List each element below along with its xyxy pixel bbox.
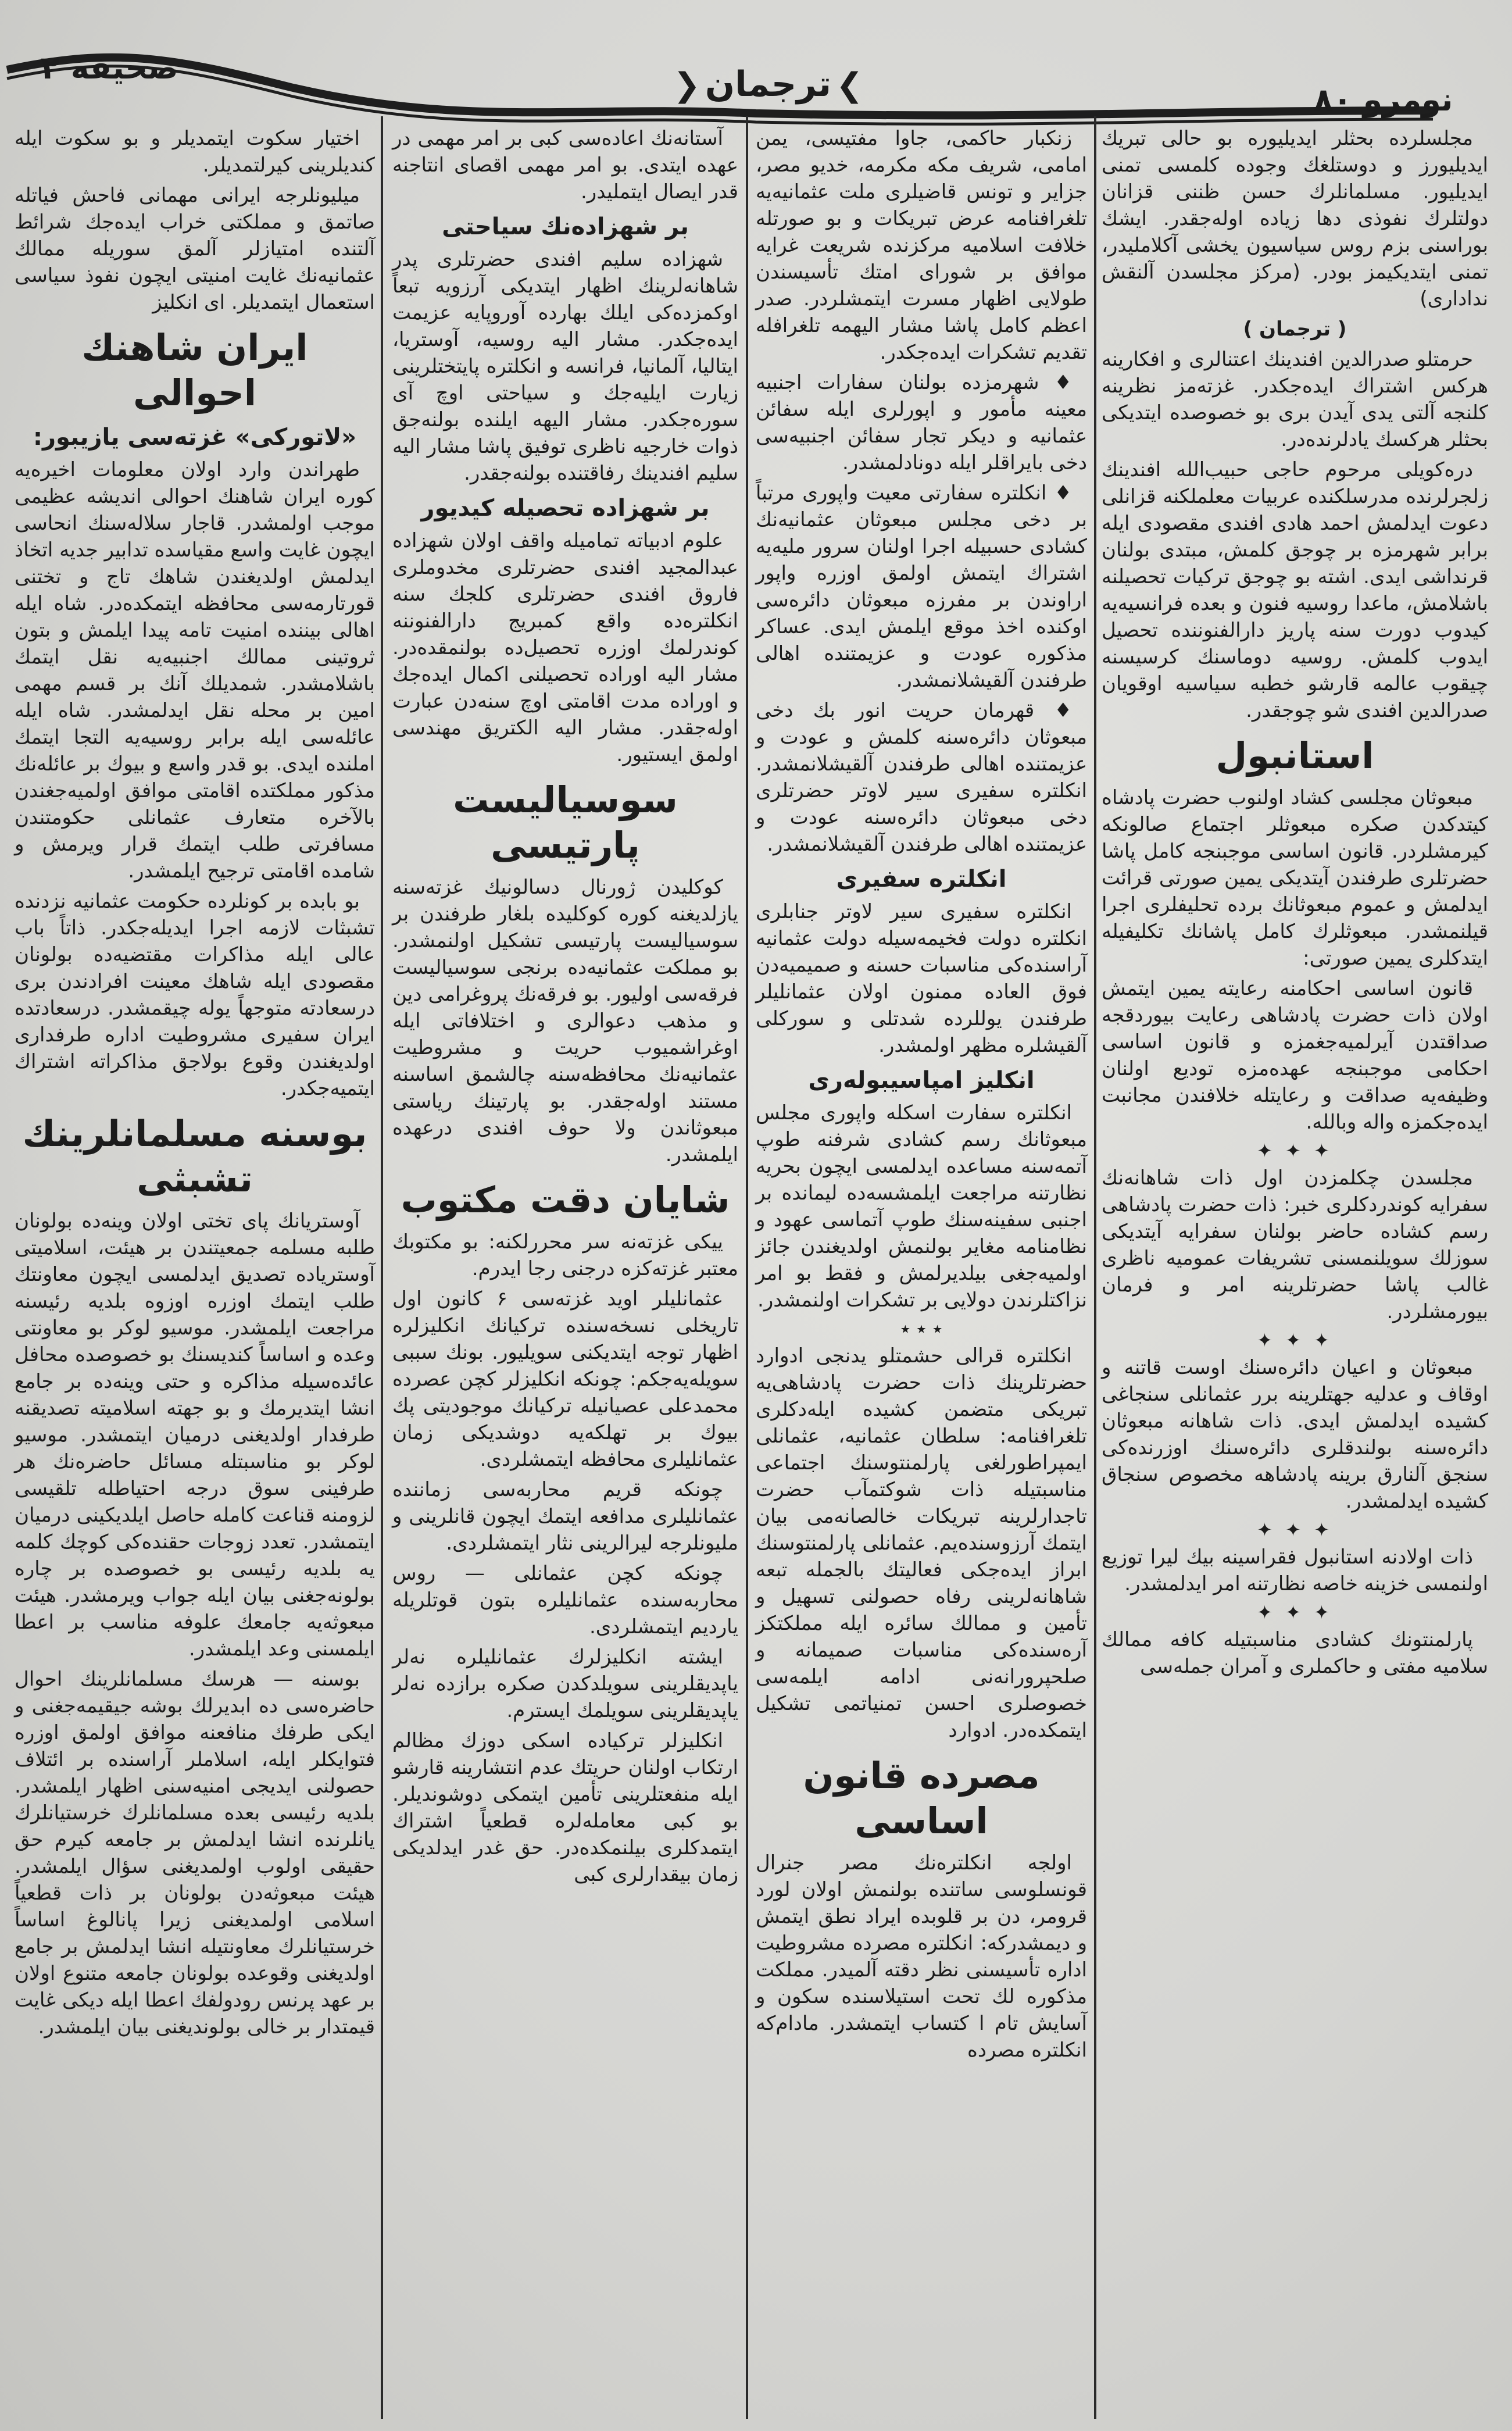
- article-paragraph: ییكی غزته‌نه سر محررلكنه: بو مكتوبك معتبر غزته‌كزه درجنی رجا ایدرم.: [392, 1230, 738, 1280]
- article-paragraph: ♦ انكلتره سفارتی معیت واپوری مرتباً بر دخی مجلس مبعوثان عثمانیه‌نك كشادی حسبیله اجرا اولنان سرور ملیه‌یه اشتراك ایتمش اولمق اوزره واپور اراوندن بر مفرزه مبعوثان دائره‌سی اوكنده اخذ موقع ایلمش ایدی. عساكر مذكوره عودت و عزیمتنده اهالی طرفندن آلقیشلانمشدر.: [756, 481, 1087, 692]
- article-paragraph: علوم ادبیاته تمامیله واقف اولان شهزاده عبدالمجید افندی حضرتلری مخدوملری فاروق افندی حضرتلری كلجك سنه انكلتره‌ده واقع كمبریج دارالفنوننه كوندرلمك اوزره تحصیل‌ده بولنمقده‌در. مشار الیه اوراده تحصیلنی اكمال ایده‌جك و اوراده مدت اقامتی اوچ سنه‌دن عبارت اوله‌جقدر. مشار الیه الكتریق مهندسی اولمق ایستیور.: [392, 529, 738, 766]
- article-paragraph: بو بابده بر كونلرده حكومت عثمانیه نزدنده تشبثات لازمه اجرا ایدیله‌جكدر. ذاتاً باب عالی ایله مذاكرات مقتضیه‌ده بولونان مقصودی ایله شاهك معینت افرادندن بری درسعادته متوجهاً یوله چیقمشدر. درسعادتده ایران سفیری مشروطیت اداره طرفداری اولدیغندن وقوع بولاجق مذاكراته اشتراك ایتمیه‌جكدر.: [15, 890, 375, 1100]
- section-divider: ✦ ✦ ✦: [1257, 1519, 1333, 1541]
- article-subheadline: انكلیز امپاسیبوله‌ری: [808, 1067, 1035, 1094]
- article-paragraph: آستانه‌نك اعاده‌سی كبی بر امر مهمی در عهده ایتدی. بو امر مهمی اقصای انتاجنه قدر ایصال ایتملیدر.: [392, 127, 738, 204]
- article-paragraph: چونكه كچن عثمانلی — روس محاربه‌سنده عثمانلیلره بتون قوتلریله یاردیم ایتمشلردی.: [392, 1562, 738, 1638]
- article-paragraph: دره‌كویلی مرحوم حاجی حبیب‌الله افندینك زلجرلرنده مدرسلكنده عربیات معلملكنه قزانلی دعوت ایدلمش احمد هادی افندی مقصودی ایله برابر شهرمزه بر چوجق كلمش، مبتدی بولنان قرنداشی ایدی. اشته بو چوجق تركیات تحصیلنه باشلامش، ماعدا روسیه فنون و بعده فرانسیه‌یه كیدوب دورت سنه پاریز دارالفنوننده تحصیل ایدوب كلمش. روسیه دوماسنك كرسیسنه چیقوب عالمه قارشو خطبه سیاسیه اوقویان صدرالدین افندی شو چوجقدر.: [1102, 458, 1488, 722]
- article-paragraph: اولجه انكلتره‌نك مصر جنرال قونسلوسی ساتنده بولنمش اولان لورد قرومر، دن بر قلوبده ایراد نطق ایتمش و دیمشدركه: انكلتره مصرده مشروطیت اداره تأسیسنی نظر دقته آلمیدر. مملكت مذكوره لك تحت استیلاسنده سكون و آسایش تام ا كتساب ایتمشدر. مادام‌كه انكلتره مصرده: [756, 1851, 1087, 2062]
- column-1: [1102, 125, 1488, 1683]
- article-headline: ایران شاهنك احوالی: [81, 326, 308, 414]
- section-divider: ✦ ✦ ✦: [1257, 1140, 1333, 1162]
- article-paragraph: عثمانلیلر اوید غزته‌سی ۶ كانون اول تاریخلی نسخه‌سنده تركیانك انكلیزلره اظهار توجه ایتدیكنی سویلیور. بونك سببی سویله‌یه‌جكم: چونكه انكلیزلر كچن عصرده محمدعلی عصیانیله تركیانك موجودیتی پك بیوك بر تهلكه‌یه دوشدیكی زمان عثمانلیلری محافظه ایتمشلردی.: [392, 1287, 738, 1471]
- article-paragraph: قانون اساسی احكامنه رعایته یمین ایتمش اولان ذات حضرت پادشاهی رعایت بیوردقجه صداقتدن آیرلمیه‌جغمزه و قانون اساسی احكامی موجبنجه عهده‌مزه تودیع اولنان وظیفه‌یه صداقت و رعایتله خلافندن مجانبت ایده‌جكمزه واله وبالله.: [1102, 977, 1488, 1134]
- article-paragraph: مبعوثان مجلسی كشاد اولنوب حضرت پادشاه كیتدكدن صكره مبعوثلر اجتماع صالونكه كیرمشلردر. قانون اساسی موجبنجه كامل پاشا حضرتلری طرفندن آیتدیكی یمین صورتی قرائت ایدلمش و عموم مبعوثانك برده تحلیفلری اجرا قیلنمشدر. مبعوثلرك كامل پاشانك تكلیفیله ایتدكلری یمین صورتی:: [1102, 786, 1488, 970]
- masthead: [0, 0, 1512, 134]
- article-headline: شایان دقت مكتوب: [401, 1179, 730, 1221]
- article-headline: استانبول: [1216, 734, 1374, 777]
- article-paragraph: مجلسلرده بحثلر ایدیلیوره بو حالی تبریك ایدیلیورز و دوستلغك وجوده كلمسی تمنی ایدیلیور. مسلمانلرك حسن ظننی قزانان دولتلرك نفوذی دها زیاده اوله‌جقدر. ایشك بوراسنی بزم روس سیاسیون یخشی آكلاملیدر، تمنی ایتدیكیمز بودر. (مركز مجلسدن آلنقش نداداری): [1102, 127, 1488, 310]
- column-4: [15, 125, 375, 2044]
- section-divider: ✦ ✦ ✦: [1257, 1601, 1333, 1623]
- issue-number: نومرو ۸۰: [1314, 81, 1453, 118]
- article-paragraph: طهراندن وارد اولان معلومات اخیره‌یه كوره ایران شاهنك احوالی اندیشه عظیمی موجب اولمشدر. قاجار سلاله‌سنك انحاسی ایچون غایت واسع مقیاسده تدابیر جدیه اتخاذ ایدلمش اولدیغندن شاهك تاج و تختنی قورتارمه‌سی محافظه ایتمكده‌در. شاه ایله اهالی بیننده امنیت تامه پیدا ایلمش و بتون ثروتینی ممالك اجنبیه‌یه نقل ایتمك باشلامشدر. شمدیلك آنك بر قسم مهمی امین بر محله نقل ایدلمشدر. شاه ایله عائله‌سی ایله برابر روسیه‌یه التجا ایتمك املنده ایدی. بو قدر واسع و بیوك بر عائله‌نك مذكور مملكتده اقامتی موافق اولمیه‌جغندن بالآخره متعارف عثمانلی حكومتندن مسافرتی طلب ایتمك قرار ویرمش و شامده اقامتی ترجیح ایلمشدر.: [14, 458, 375, 883]
- article-paragraph: میلیونلرجه ایرانی مهمانی فاحش فیاتله صاتمق و مملكتی خراب ایده‌جك شرائط آلتنده امتیازلر آلمق سوریله ممالك عثمانیه‌نك غایت امنیتی ایچون نفوذ سیاسی استعمال ایتمدیلر. ای انكلیز: [15, 184, 375, 314]
- article-headline: سوسیالیست پارتیسی: [453, 779, 678, 866]
- article-subheadline: بر شهزاده تحصیله كیدیور: [421, 495, 710, 522]
- article-paragraph: ذات اولادنه استانبول فقراسینه بیك لیرا توزیع اولنمسی خزینه خاصه نظارتنه امر ایدلمشدر.: [1102, 1545, 1488, 1595]
- article-paragraph: ایشته انكلیزلرك عثمانلیلره نه‌لر یاپدیقلرینی سویلدكدن صكره برازده نه‌لر یاپدیقلرینی سویلمك ایسترم.: [392, 1645, 738, 1722]
- column-divider: [381, 116, 383, 2419]
- column-2: [756, 125, 1087, 2067]
- column-divider: [1094, 116, 1096, 2419]
- article-subheadline: انكلتره سفیری: [836, 866, 1007, 893]
- article-paragraph: ♦ قهرمان حریت انور بك دخی مبعوثان دائره‌سنه كلمش و عودت و عزیمتنده اهالی طرفندن آلقیشلانمشدر. انكلتره سفیری سیر لاوتر حضرتلری دخی مبعوثان دائره‌سنه عودت و عزیمتنده اهالی طرفندن آلقیشلانمشدر.: [756, 699, 1087, 856]
- article-paragraph: آوستریانك پای تختی اولان وینه‌ده بولونان طلبه مسلمه جمعیتندن بر هیئت، اسلامیتی آوستریاده تصدیق ایدلمسی ایچون معاونتك طلب ایتمك اوزره اوزوه بلدیه رئیسنه مراجعت ایلمشدر. موسیو لوكر بو معاونتی وعده و اساساً كندیسنك بو خصوصده محافل عائده‌سیله مذاكره و حتی وینه‌ده بر جامع انشا ایتدیرمك و بو جهته اسلامیته تصدیقنه طرفدار اولدیغنی درمیان ایتمشدر. موسیو لوكر بو مناسبتله مسائل حاضره‌نك هر طرفینی سوق درجه احتیاطله تلقیسی لزومنه قناعت كامله حاصل ایلدیكینی درمیان ایتمشدر. تعدد زوجات حقنده‌كی كوچك كلمه‌ یه بلدیه رئیسی بو خصوصده بر چاره بولونه‌جغنی بیان ایله جواب ویرمشدر. هیئت مبعوثه‌یه جامعك علوفه مناسب بر اعطا ایلمسنی وعد ایلمشدر.: [15, 1209, 375, 1661]
- article-paragraph: زنكبار حاكمی، جاوا مفتیسی، یمن امامی، شریف مكه مكرمه، خدیو مصر، جزایر و تونس قاضیلری ملت عثمانیه‌یه تلغرافنامه عرض تبریكات و بو صورتله خلافت اسلامیه مركزنده شریعت غرایه موافق بر شورای امتك تأسیسندن طولایی اظهار مسرت ایتمشلردر. صدر اعظم كامل پاشا مشار الیهمه تلغرافله تقدیم تشكرات ایده‌جكدر.: [756, 127, 1087, 364]
- article-paragraph: انكلتره سفارت اسكله واپوری مجلس مبعوثانك رسم كشادی شرفنه طوپ آتمه‌سنه مساعده ایدلمسی ایچون بحریه نظارتنه مراجعت ایلمشسه‌ده لیمانده بر اجنبی سفینه‌سنك طوپ آتماسی عهود و نظامنامه مغایر بولنمش اولدیغندن جائز اولمیه‌جغی بیلدیرلمش و فقط بو امر نزاكتلرندن دولایی بر تشكرات اولنمشدر.: [756, 1101, 1087, 1312]
- newspaper-title: [669, 64, 868, 105]
- article-paragraph: انكلیزلر تركیاده اسكی دوزك مظالم ارتكاب اولنان حریتك عدم انتشارینه قارشو ایله منفعتلرینی تأمین ایتمكی دوشوندیلر. بو كبی معامله‌لره قطعیاً اشتراك ایتمدكلری بیلنمكده‌در. حق غدر ایدلدیكی زمان بیقدارلری كبی: [392, 1729, 738, 1886]
- article-headline: بوسنه مسلمانلرینك تشبثی: [22, 1112, 367, 1200]
- article-paragraph: كوكلیدن ژورنال دسالونیك غزته‌سنه یازلدیغنه كوره كوكلیده بلغار طرفندن بر سوسیالیست پارتیسی تشكیل اولنمشدر. بو مملكت عثمانیه‌ده برنجی سوسیالیست فرقه‌سی اولیور. بو فرقه‌نك پروغرامی دین و مذهب دعوالری و اختلافاتی ایله اوغراشمیوب حریت و مشروطیت عثمانیه‌نك محافظه‌سنه چالشمق اساسنه مستند اوله‌جقدر. بو پارتینك ریاستی مبعوثاندن ولا حوف افندی درعهده ایلمشدر.: [392, 876, 738, 1166]
- article-paragraph: مبعوثان و اعیان دائره‌سنك اوست قاتنه و اوقاف و عدلیه جهتلرینه برر عثمانلی سنجاغی كشیده ایدلمش ایدی. ذات شاهانه مبعوثان دائره‌سنه بولندقلری دائره‌سنك اوزرنده‌كی سنجق آلنارق برینه پادشاهه مخصوص سنجاق كشیده ایدلمشدر.: [1102, 1356, 1488, 1513]
- signature-line: ( ترجمان ): [1243, 317, 1347, 341]
- title-text: ترجمان: [705, 64, 831, 105]
- page-number: صحیفه ۲: [41, 49, 178, 86]
- article-paragraph: پارلمنتونك كشادی مناسبتیله كافه ممالك سلامیه مفتی و حاكملری و آمران جمله‌سی: [1102, 1628, 1488, 1678]
- article-paragraph: بوسنه — هرسك مسلمانلرینك احوال حاضره‌سی ده ابدیرلك بوشه جیقیمه‌جغنی و ایكی طرفك منافعنه موافق اولمق اوزره فتوایكلر ایله، اسلاملر آراسنده بر ائتلاف حصولنی ایدیجی امنیه‌سنی اظهار ایلمشدر. بلدیه رئیسی بعده مسلمانلرك خرستیانلرك یانلرنده انشا ایدلمش بر جامعه كیرم حق حقیقی اولوب اولمدیغنی سؤال ایلمشدر. هیئت مبعوثه‌دن بولونان بر ذات قطعیاً اسلامی اولمدیغنی زیرا پانالوغ اساساً خرستیانلرك معاونتیله انشا ایدلمش بر جامع اولدیغنی وقوعده بولونان جامعه متنوع اولان بر عهد پرنس رودولفك اعطا ایله دیكی غایت قیمتدار بر خالی بولوندیغنی بیان ایلمشدر.: [15, 1668, 375, 2039]
- column-divider: [746, 116, 748, 2419]
- article-paragraph: انكلتره قرالی حشمتلو یدنجی ادوارد حضرتلرینك ذات حضرت پادشاهی‌یه تبریكی متضمن كشیده ایله‌دكلری تلغرافنامه: سلطان عثمانیه، عثمانلی ایمپراطورلغی پارلمنتوسنك اجتماعی مناسبتیله ذات شوكتمآب حضرت تاجدارلرینه تبریكات خالصانه‌می بیان ایتمك آرزوسنده‌یم. عثمانلی پارلمنتوسنك ابراز ایده‌جكی فعالیتك بالجمله تبعه شاهانه‌لرینی رفاه حصولنی تسهیل و تأمین و ممالك سائره ایله مملكتكز آره‌سنده‌كی مناسبات صمیمانه و صلحپرورانه‌نی ادامه ایلمه‌سی خصوصلری احسن تمنیاتمی تشكیل ایتمكده‌در. ادوارد: [756, 1344, 1087, 1742]
- article-paragraph: مجلسدن چكلمزدن اول ذات شاهانه‌نك سفرایه كوندردكلری خبر: ذات حضرت پادشاهی رسم كشاده حاضر بولنان سفرایه آیتدیكی سوزلك سویلنمسنی تشریفات عمومیه ناظری غالب پاشا حضرتلرینه امر و فرمان بیورمشلردر.: [1102, 1166, 1488, 1323]
- section-divider: ٭ ٭ ٭: [900, 1318, 943, 1340]
- article-paragraph: حرمتلو صدرالدین افندینك اعتنالری و افكارینه هركس اشتراك ایده‌جكدر. غزته‌مز نظرینه كلنجه آلتی یدی آیدن بری بو خصوصده ایتدیكی بحثلر هركسك یادلرنده‌در.: [1102, 348, 1488, 451]
- article-paragraph: شهزاده سلیم افندی حضرتلری پدر شاهانه‌لرینك اظهار ایتدیكی آرزویه تبعاً اوكمزده‌كی ایلك بهارده آوروپایه عزیمت ایده‌جكدر. مشار الیه روسیه، آوستریا، ایتالیا، آلمانیا، فرانسه و انكلتره پایتختلرینی زیارت ایلیه‌جك و سیاحتی اوچ آی سوره‌جكدر. مشار الیهه ایلنده بولنه‌جق ذوات خارجیه ناظری توفیق پاشا مشار الیه سلیم افندینك رفاقتنده بولنه‌جقدر.: [392, 248, 738, 485]
- article-subheadline: «لاتوركی» غزته‌سی یازیبور:: [33, 424, 356, 451]
- article-headline: مصرده قانون اساسی: [803, 1754, 1040, 1842]
- column-3: [392, 125, 738, 1891]
- section-divider: ✦ ✦ ✦: [1257, 1329, 1333, 1351]
- ornament-right-icon: ❯: [835, 66, 863, 104]
- article-paragraph: انكلتره سفیری سیر لاوتر جنابلری انكلتره دولت فخیمه‌سیله دولت عثمانیه آراسنده‌كی مناسبات حسنه و صمیمیه‌دن فوق العاده ممنون اولان عثمانلیلر طرفندن یوللرده شدتلی و سوركلی آلقیشلره مظهر اولمشدر.: [756, 900, 1087, 1057]
- article-subheadline: بر شهزاده‌نك سیاحتی: [442, 213, 689, 240]
- article-paragraph: ♦ شهرمزده بولنان سفارات اجنبیه معینه مأمور و اپورلری ایله سفائن عثمانیه و دیكر تجار سفائن اجنبیه‌سی دخی بایراقلر ایله دونادلمشدر.: [756, 371, 1087, 474]
- ornament-left-icon: ❮: [673, 66, 700, 104]
- article-paragraph: چونكه قریم محاربه‌سی زماننده عثمانلیلری مدافعه ایتمك ایچون قانلرینی و ملیونلرجه لیرالرینی نثار ایتمشلردی.: [392, 1478, 738, 1555]
- article-paragraph: اختیار سكوت ایتمدیلر و بو سكوت ایله كندیلرینی كیرلتمدیلر.: [15, 127, 375, 177]
